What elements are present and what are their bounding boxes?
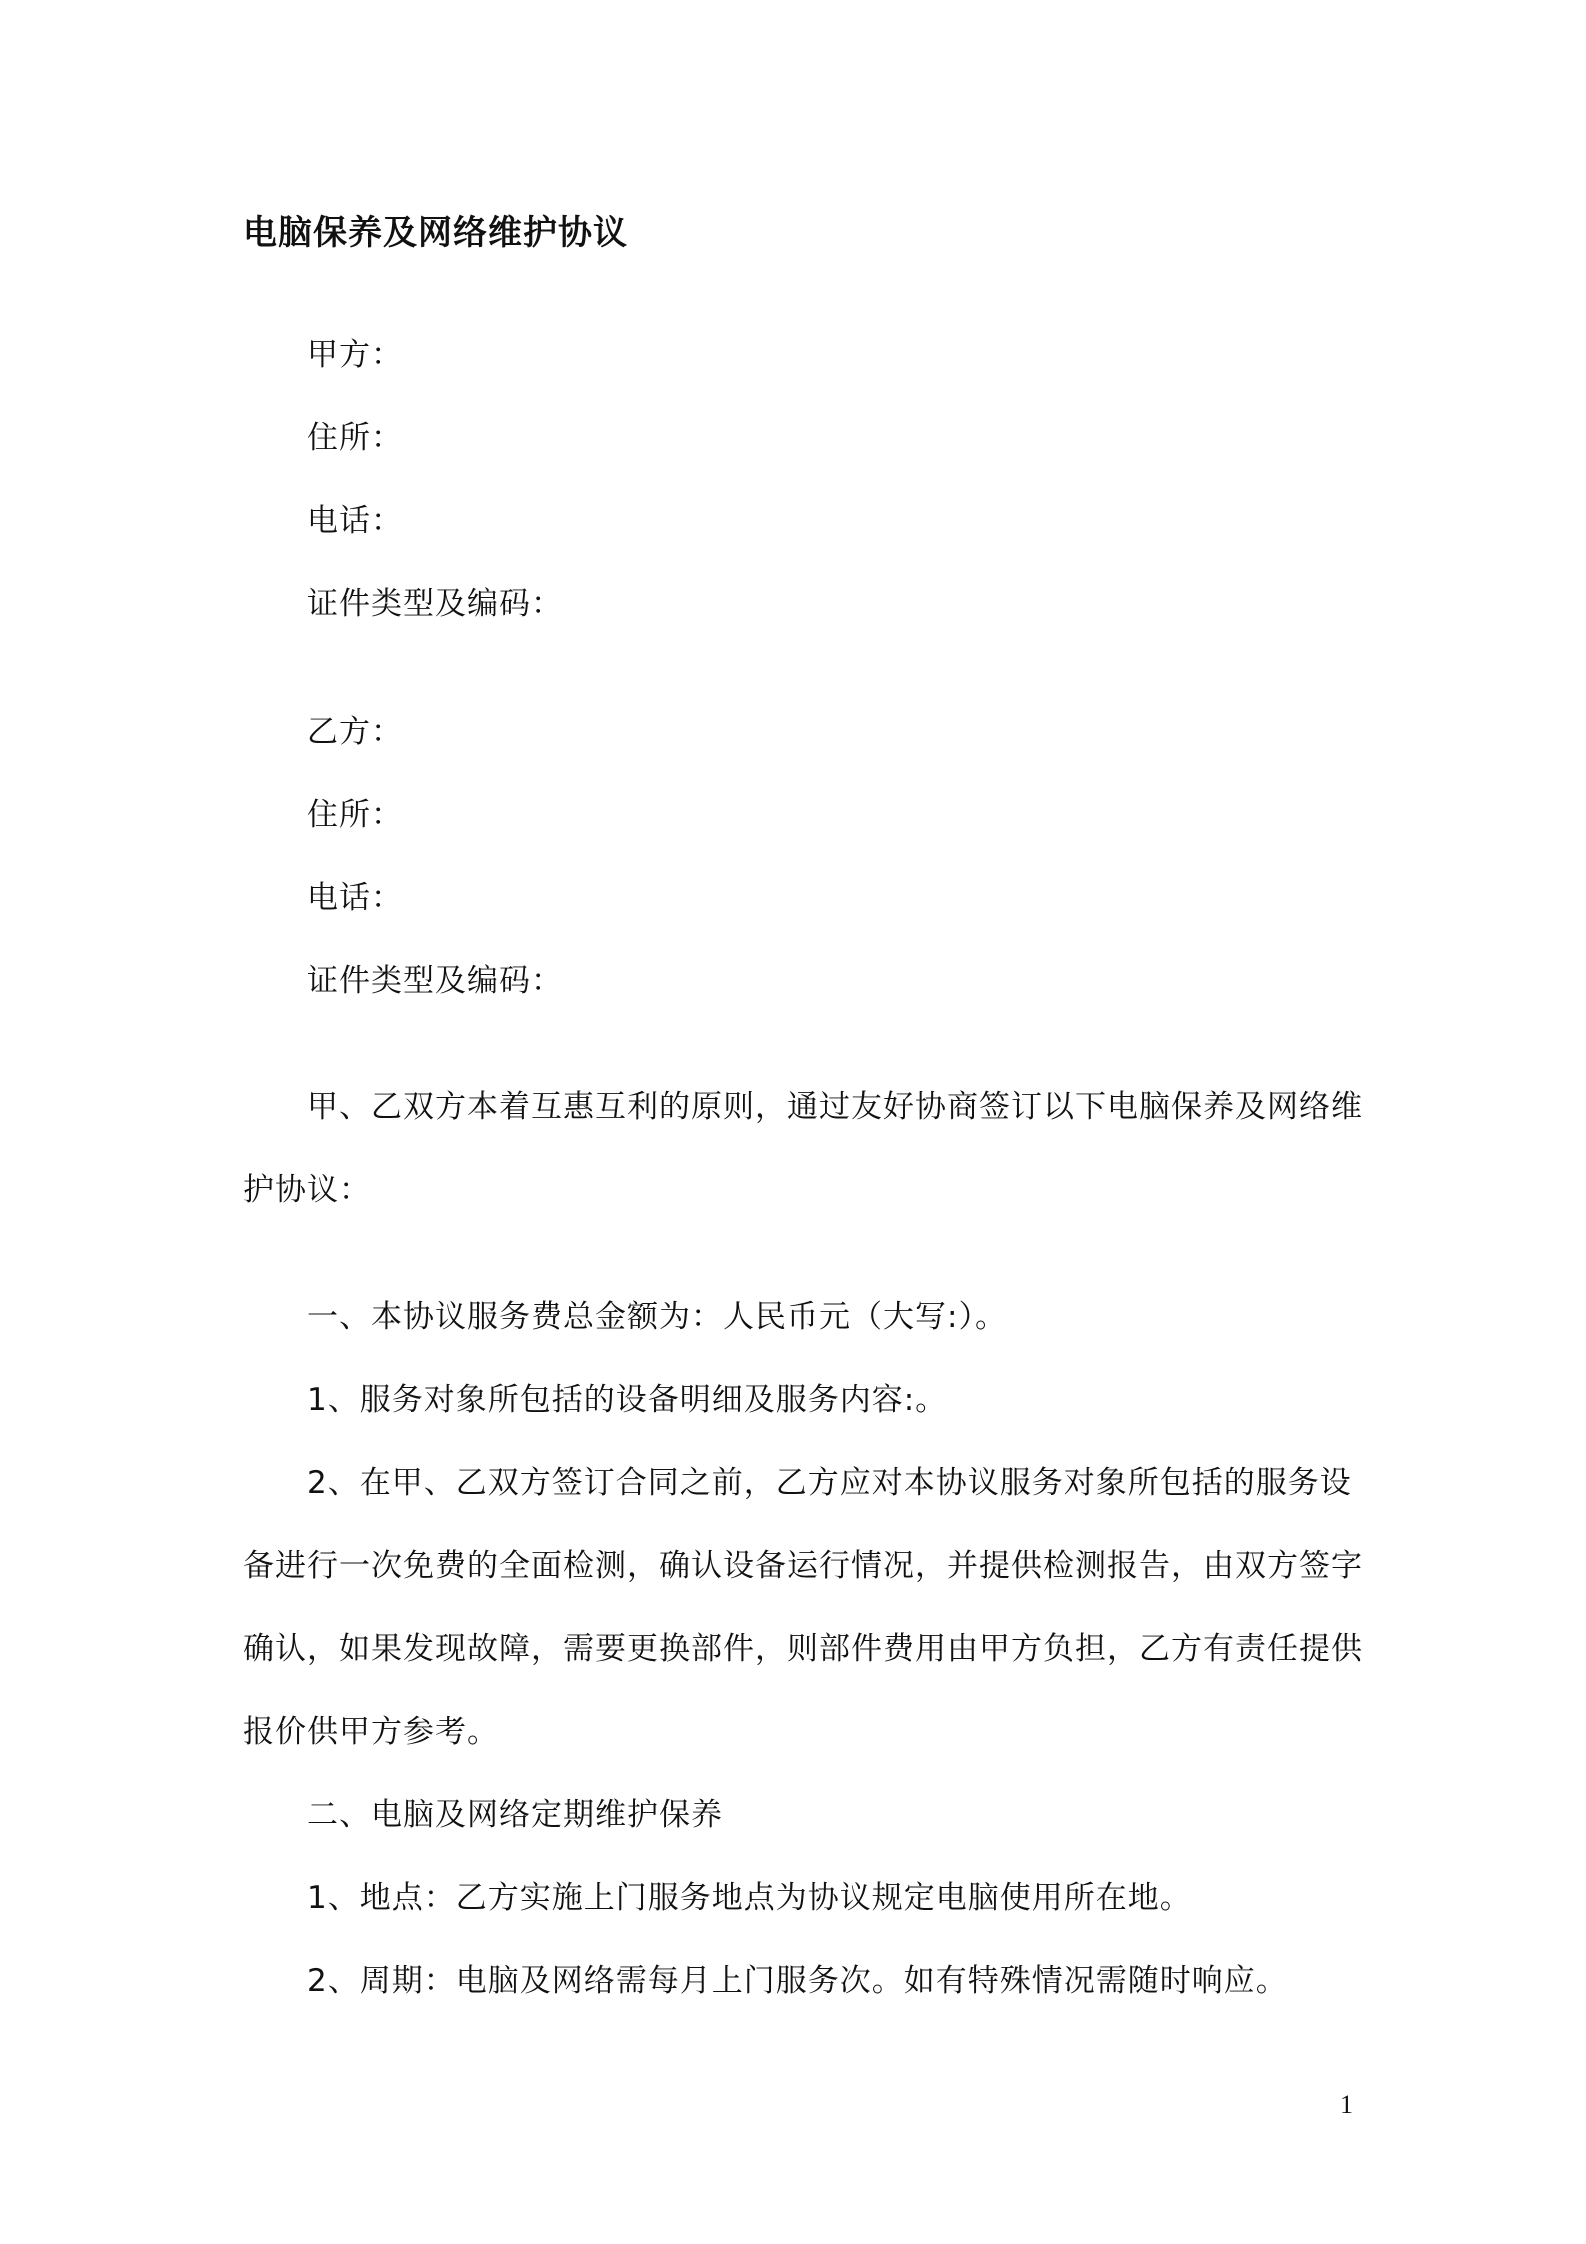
party-a-address-label: 住所： xyxy=(307,420,403,456)
section2-item2: 2、周期：电脑及网络需每月上门服务次。如有特殊情况需随时响应。 xyxy=(307,1963,1288,1999)
party-a-id-label: 证件类型及编码： xyxy=(307,586,563,622)
party-b-name-label: 乙方： xyxy=(307,714,403,750)
section2-item1: 1、地点：乙方实施上门服务地点为协议规定电脑使用所在地。 xyxy=(307,1880,1192,1916)
intro-line-1: 甲、乙双方本着互惠互利的原则，通过友好协商签订以下电脑保养及网络维 xyxy=(307,1089,1363,1125)
party-a-phone-label: 电话： xyxy=(307,503,403,539)
section1-item2-line3: 确认，如果发现故障，需要更换部件，则部件费用由甲方负担，乙方有责任提供 xyxy=(243,1631,1363,1667)
section1-item2-line4: 报价供甲方参考。 xyxy=(243,1714,499,1750)
page-number: 1 xyxy=(1340,2090,1353,2119)
party-b-address-label: 住所： xyxy=(307,797,403,833)
section1-item2-line2: 备进行一次免费的全面检测，确认设备运行情况，并提供检测报告，由双方签字 xyxy=(243,1548,1363,1584)
section2-heading: 二、电脑及网络定期维护保养 xyxy=(307,1797,723,1833)
intro-line-2: 护协议： xyxy=(243,1172,371,1208)
party-b-phone-label: 电话： xyxy=(307,880,403,916)
section1-heading: 一、本协议服务费总金额为：人民币元（大写:）。 xyxy=(307,1299,1007,1335)
section1-item1: 1、服务对象所包括的设备明细及服务内容:。 xyxy=(307,1382,948,1418)
section1-item2-line1: 2、在甲、乙双方签订合同之前，乙方应对本协议服务对象所包括的服务设 xyxy=(307,1465,1352,1501)
party-a-name-label: 甲方： xyxy=(307,337,403,373)
document-title: 电脑保养及网络维护协议 xyxy=(243,213,628,253)
party-b-id-label: 证件类型及编码： xyxy=(307,963,563,999)
